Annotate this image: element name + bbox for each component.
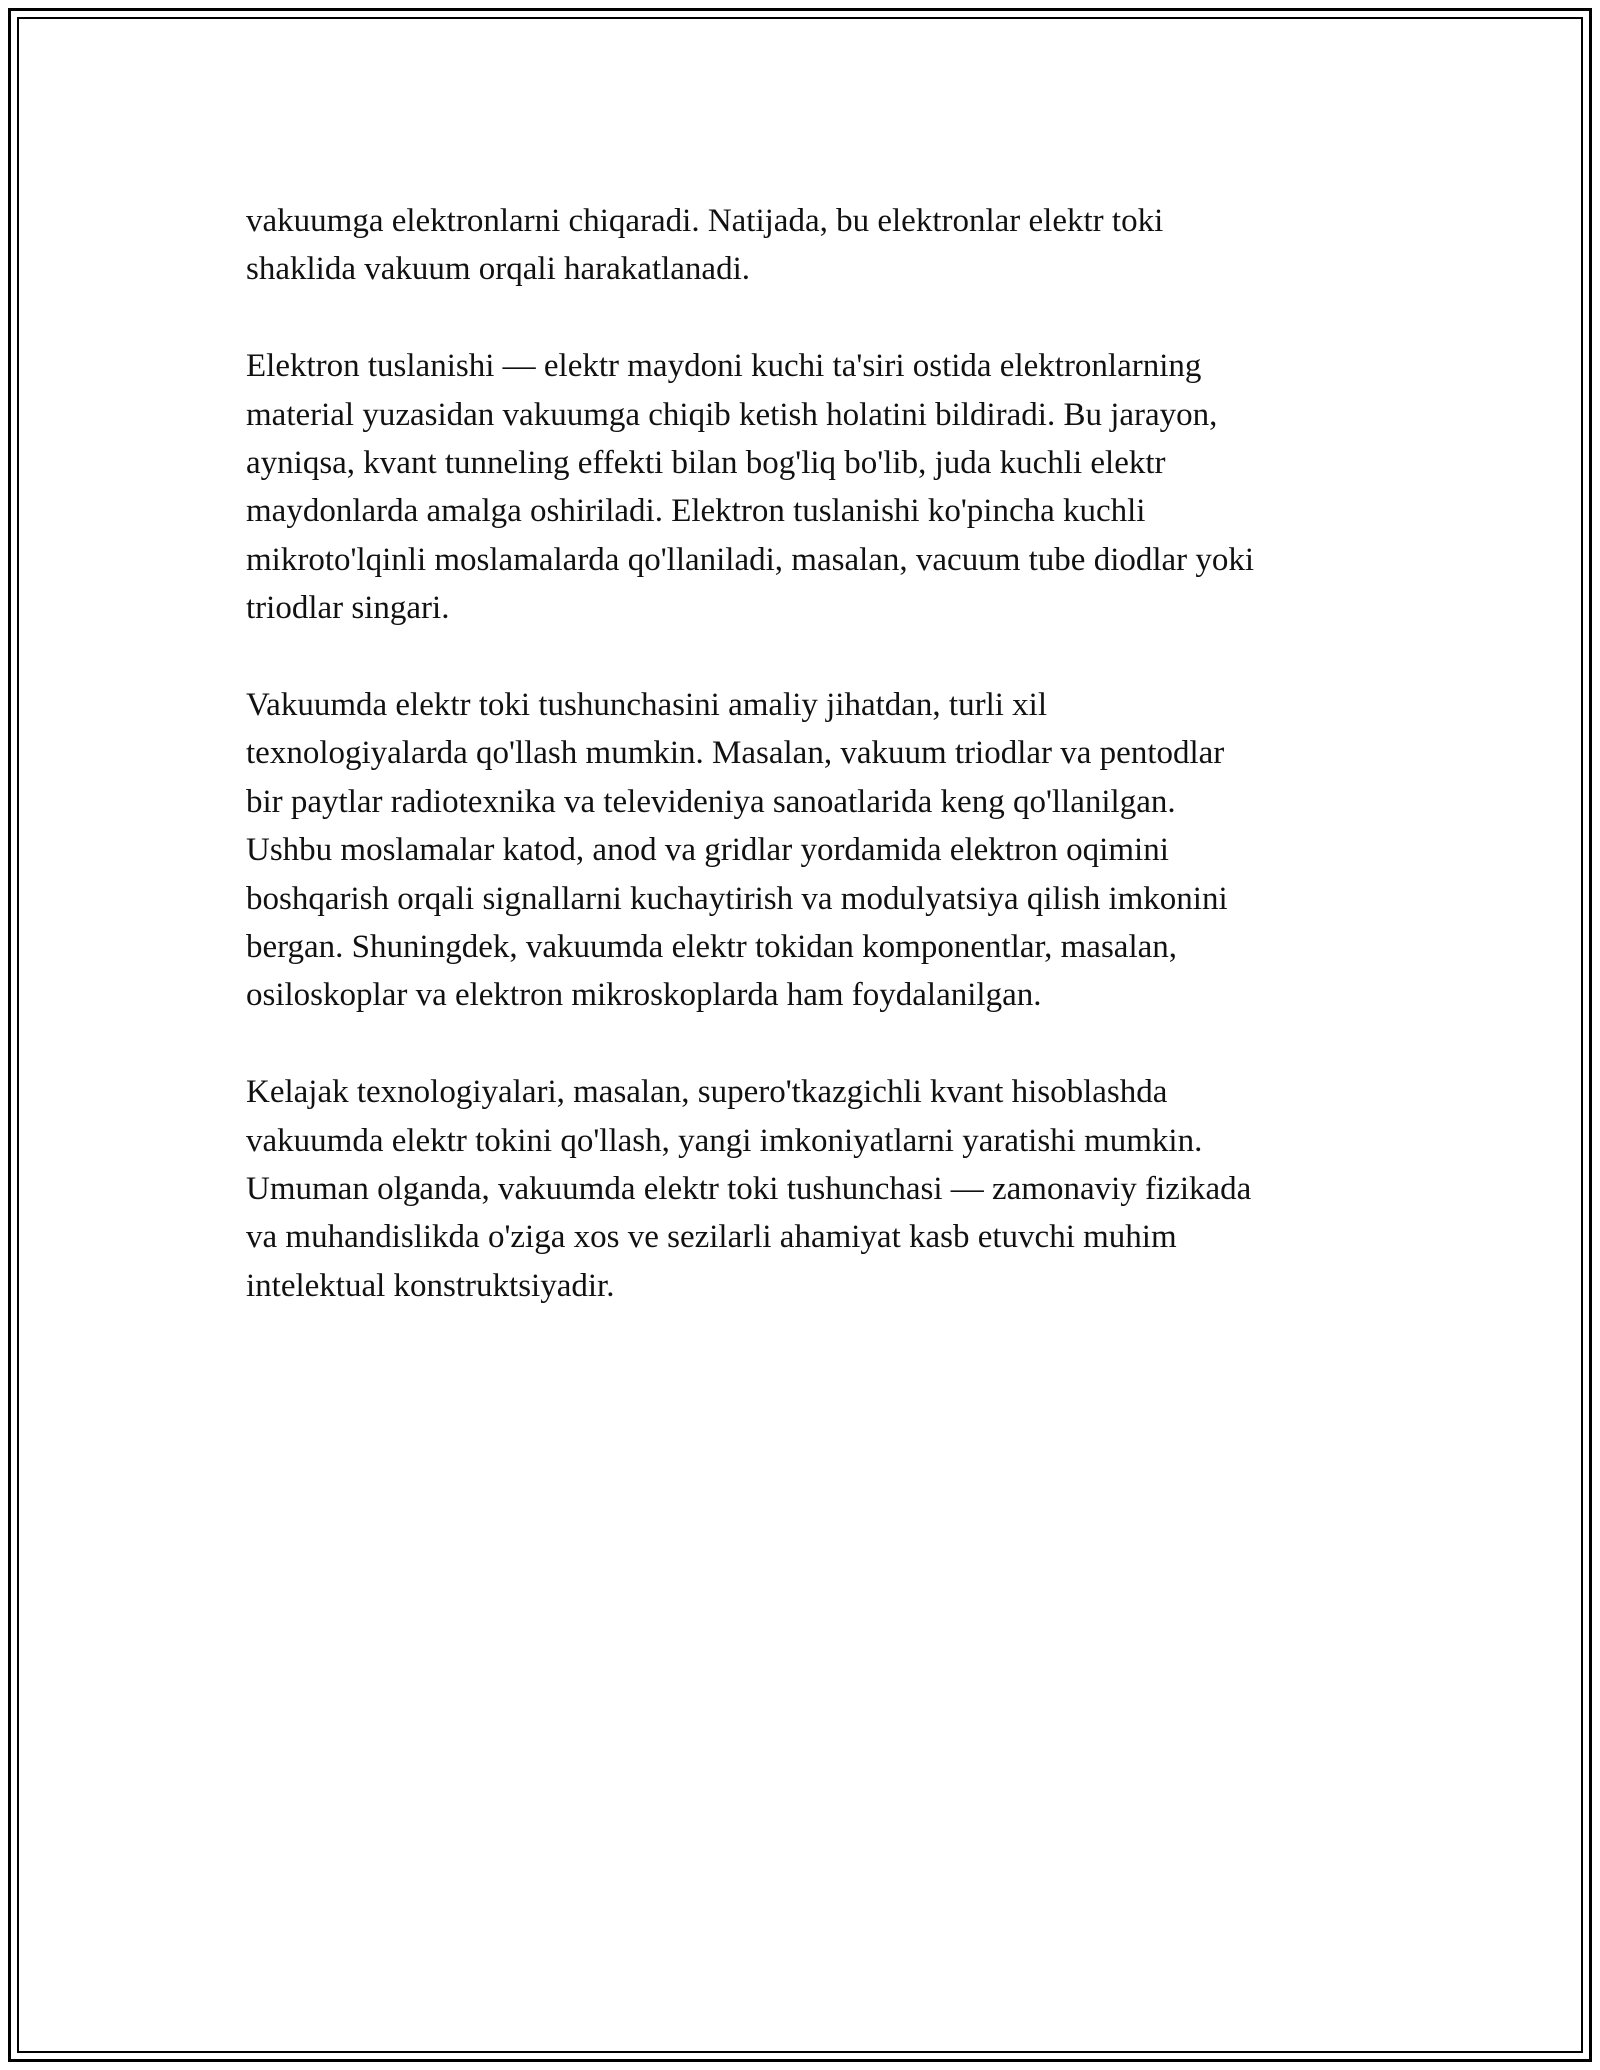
paragraph: Kelajak texnologiyalari, masalan, supero'tkazgichli kvant hisoblashda vakuumda elektr tokini qo'llash, yangi imkoniyatlarni yaratishi mumkin. Umuman olganda, vakuumda elektr toki tushunchasi — zamonaviy fizikada va muhandislikda o'ziga xos ve sezilarli ahamiyat kasb etuvchi muhim intelektual konstruktsiyadir. (246, 1074, 1252, 1304)
document-body (246, 197, 1381, 1310)
paragraph: Vakuumda elektr toki tushunchasini amaliy jihatdan, turli xil texnologiyalarda qo'llash mumkin. Masalan, vakuum triodlar va pentodlar bir paytlar radiotexnika va televideniya sanoatlarida keng qo'llanilgan. Ushbu moslamalar katod, anod va gridlar yordamida elektron oqimini boshqarish orqali signallarni kuchaytirish va modulyatsiya qilish imkonini bergan. Shuningdek, vakuumda elektr tokidan komponentlar, masalan, osiloskoplar va elektron mikroskoplarda ham foydalanilgan. (246, 687, 1228, 1014)
paragraph: vakuumga elektronlarni chiqaradi. Natijada, bu elektronlar elektr toki shaklida vakuum orqali harakatlanadi. (246, 203, 1164, 288)
page-frame (8, 8, 1592, 2062)
paragraph: Elektron tuslanishi — elektr maydoni kuchi ta'siri ostida elektronlarning material yuzasidan vakuumga chiqib ketish holatini bildiradi. Bu jarayon, ayniqsa, kvant tunneling effekti bilan bog'liq bo'lib, juda kuchli elektr maydonlarda amalga oshiriladi. Elektron tuslanishi ko'pincha kuchli mikroto'lqinli moslamalarda qo'llaniladi, masalan, vacuum tube diodlar yoki triodlar singari. (246, 348, 1255, 627)
